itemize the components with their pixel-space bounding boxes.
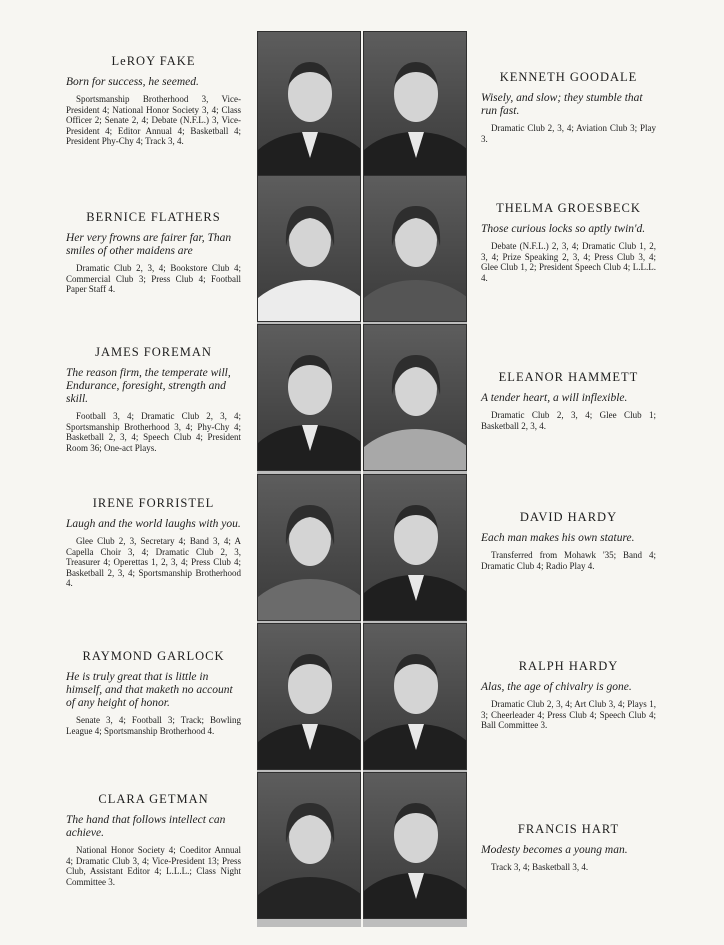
student-motto: Born for success, he seemed. [66,76,199,88]
student-name: BERNICE FLATHERS [86,210,221,224]
student-photo [257,324,361,471]
photo-column-right [363,31,467,927]
student-name: DAVID HARDY [519,510,618,524]
student-name: ELEANOR HAMMETT [498,370,639,384]
student-motto: Alas, the age of chivalry is gone. [481,681,632,693]
student-photo [363,175,467,322]
student-activities: Debate (N.F.L.) 2, 3, 4; Dramatic Club 1, 2, 3, 4; Prize Speaking 2, 3, 4; Press Club 3, 4; Glee Club 1, 2; President Speech Club 4; L.L.L. 4. [481,241,656,283]
student-name: RAYMOND GARLOCK [82,649,225,663]
student-activities: Track 3, 4; Basketball 3, 4. [491,862,589,872]
student-entry-irene-forristel [66,496,241,589]
student-photo [363,324,467,471]
student-name: IRENE FORRISTEL [92,496,215,510]
student-photo [363,623,467,770]
student-name: CLARA GETMAN [98,792,209,806]
student-name: THELMA GROESBECK [496,201,641,215]
student-motto: Her very frowns are fairer far, Than smiles of other maidens are [66,232,232,257]
student-activities: Football 3, 4; Dramatic Club 2, 3, 4; Sportsmanship Brotherhood 3, 4; Phy-Chy 4; Basketball 2, 3, 4; Speech Club 4; President Room 36; One-act Plays. [66,411,241,453]
student-entry-francis-hart [481,822,656,873]
student-activities: Transferred from Mohawk '35; Band 4; Dramatic Club 4; Radio Play 4. [481,550,656,571]
student-name: FRANCIS HART [517,822,620,836]
student-photo [257,474,361,621]
student-name: LeROY FAKE [111,54,196,68]
student-entry-kenneth-goodale [481,70,656,144]
student-activities: Senate 3, 4; Football 3; Track; Bowling League 4; Sportsmanship Brotherhood 4. [66,715,241,736]
student-motto: Wisely, and slow; they stumble that run fast. [481,92,643,117]
student-entry-eleanor-hammett [481,370,656,431]
student-photo [363,772,467,919]
student-name: RALPH HARDY [518,659,619,673]
student-activities: Dramatic Club 2, 3, 4; Bookstore Club 4; Commercial Club 3; Press Club 4; Football Paper Staff 4. [66,263,241,294]
student-motto: The reason firm, the temperate will, Endurance, foresight, strength and skill. [66,367,231,405]
student-activities: Dramatic Club 2, 3, 4; Aviation Club 3; Play 3. [481,123,656,144]
student-entry-leroy-fake [66,54,241,147]
student-motto: Those curious locks so aptly twin'd. [481,223,646,235]
student-motto: Modesty becomes a young man. [481,844,628,856]
student-entry-bernice-flathers [66,210,241,295]
student-photo [257,31,361,178]
student-motto: Laugh and the world laughs with you. [66,518,241,530]
student-motto: Each man makes his own stature. [481,532,635,544]
student-photo [257,623,361,770]
student-entry-james-foreman [66,345,241,453]
student-entry-david-hardy [481,510,656,571]
student-entry-clara-getman [66,792,241,887]
student-activities: Dramatic Club 2, 3, 4; Glee Club 1; Basketball 2, 3, 4. [481,410,656,431]
student-entry-ralph-hardy [481,659,656,731]
student-activities: National Honor Society 4; Coeditor Annual 4; Dramatic Club 3, 4; Vice-President 13; Press Club, Assistant Editor 4; L.L.L.; Class Night Committee 3. [66,845,241,887]
student-motto: A tender heart, a will inflexible. [481,392,628,404]
student-photo [257,772,361,919]
student-name: KENNETH GOODALE [499,70,638,84]
student-activities: Glee Club 2, 3, Secretary 4; Band 3, 4; A Capella Choir 3, 4; Dramatic Club 2, 3, Treasurer 4; Operettas 1, 2, 3, 4; Press Club 4; Basketball 2, 3, 4; Sportsmanship Brotherhood 4. [66,536,241,588]
student-name: JAMES FOREMAN [95,345,212,359]
student-entry-raymond-garlock [66,649,241,736]
student-photo [257,175,361,322]
student-motto: He is truly great that is little in himself, and that maketh no account of any height of honor. [66,671,233,709]
student-photo [363,31,467,178]
student-motto: The hand that follows intellect can achieve. [66,814,226,839]
student-activities: Sportsmanship Brotherhood 3, Vice-President 4; National Honor Society 3, 4; Class Officer 2; Senate 2, 4; Debate (N.F.L.) 3, Vice-President 4; Editor Annual 4; Basketball 4; President Phy-Chy 4; Track 3, 4. [66,94,241,146]
student-entry-thelma-groesbeck [481,201,656,283]
photo-column-left [257,31,361,927]
student-photo [363,474,467,621]
student-activities: Dramatic Club 2, 3, 4; Art Club 3, 4; Plays 1, 3; Cheerleader 4; Press Club 4; Speech Club 4; Ball Committee 3. [481,699,656,730]
